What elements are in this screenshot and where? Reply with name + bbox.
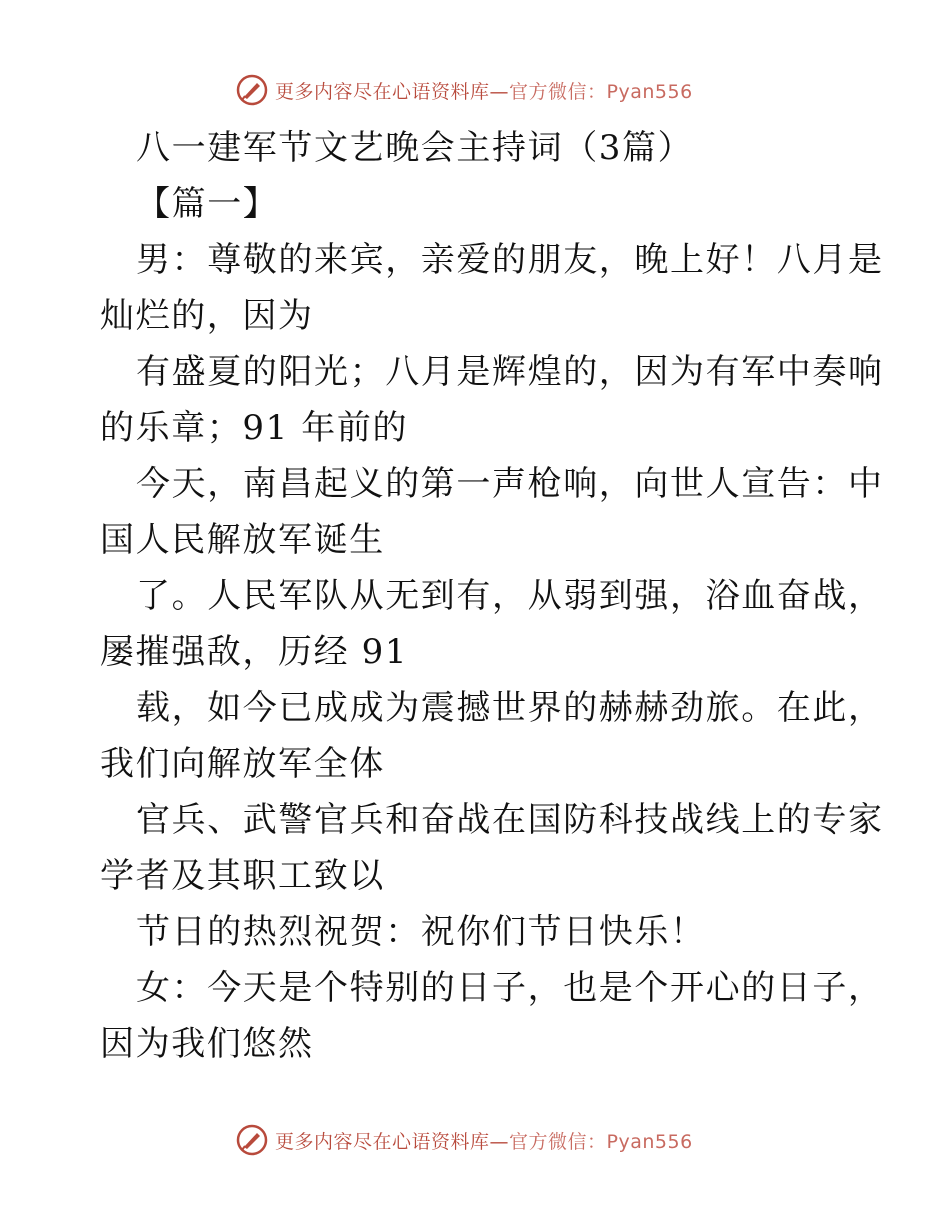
paragraph-line: 女：今天是个特别的日子，也是个开心的日子， bbox=[136, 968, 884, 1008]
paragraph-line: 学者及其职工致以 bbox=[100, 856, 385, 896]
paragraph-line: 因为我们悠然 bbox=[100, 1024, 314, 1064]
quill-circle-logo-icon bbox=[235, 1123, 269, 1157]
watermark-wechat-text: 官方微信：Pyan556 bbox=[509, 80, 693, 103]
paragraph-line: 了。人民军队从无到有，从弱到强，浴血奋战， bbox=[136, 576, 884, 616]
footer-watermark bbox=[235, 1122, 693, 1158]
paragraph-line: 男：尊敬的来宾，亲爱的朋友，晚上好！八月是 bbox=[136, 240, 884, 280]
paragraph-line: 灿烂的，因为 bbox=[100, 296, 314, 336]
watermark-text bbox=[275, 1127, 693, 1154]
watermark-separator: — bbox=[489, 80, 510, 103]
quill-circle-logo-icon bbox=[235, 73, 269, 107]
paragraph-line: 屡摧强敌，历经 91 bbox=[100, 632, 409, 672]
paragraph-line: 官兵、武警官兵和奋战在国防科技战线上的专家 bbox=[136, 800, 884, 840]
watermark-wechat-text: 官方微信：Pyan556 bbox=[509, 1130, 693, 1153]
document-title: 八一建军节文艺晚会主持词（3篇） bbox=[136, 128, 694, 168]
watermark-main-text: 更多内容尽在心语资料库 bbox=[275, 80, 490, 103]
section-heading: 【篇一】 bbox=[136, 184, 279, 224]
paragraph-line: 节日的热烈祝贺：祝你们节日快乐！ bbox=[136, 912, 706, 952]
watermark-text bbox=[275, 77, 693, 104]
paragraph-line: 的乐章；91 年前的 bbox=[100, 408, 409, 448]
paragraph-line: 今天，南昌起义的第一声枪响，向世人宣告：中 bbox=[136, 464, 884, 504]
watermark-main-text: 更多内容尽在心语资料库 bbox=[275, 1130, 490, 1153]
watermark-separator: — bbox=[489, 1130, 510, 1153]
header-watermark bbox=[235, 72, 693, 108]
paragraph-line: 我们向解放军全体 bbox=[100, 744, 385, 784]
document-body bbox=[100, 120, 884, 1072]
paragraph-line: 有盛夏的阳光；八月是辉煌的，因为有军中奏响 bbox=[136, 352, 884, 392]
paragraph-line: 载，如今已成成为震撼世界的赫赫劲旅。在此， bbox=[136, 688, 884, 728]
paragraph-line: 国人民解放军诞生 bbox=[100, 520, 385, 560]
